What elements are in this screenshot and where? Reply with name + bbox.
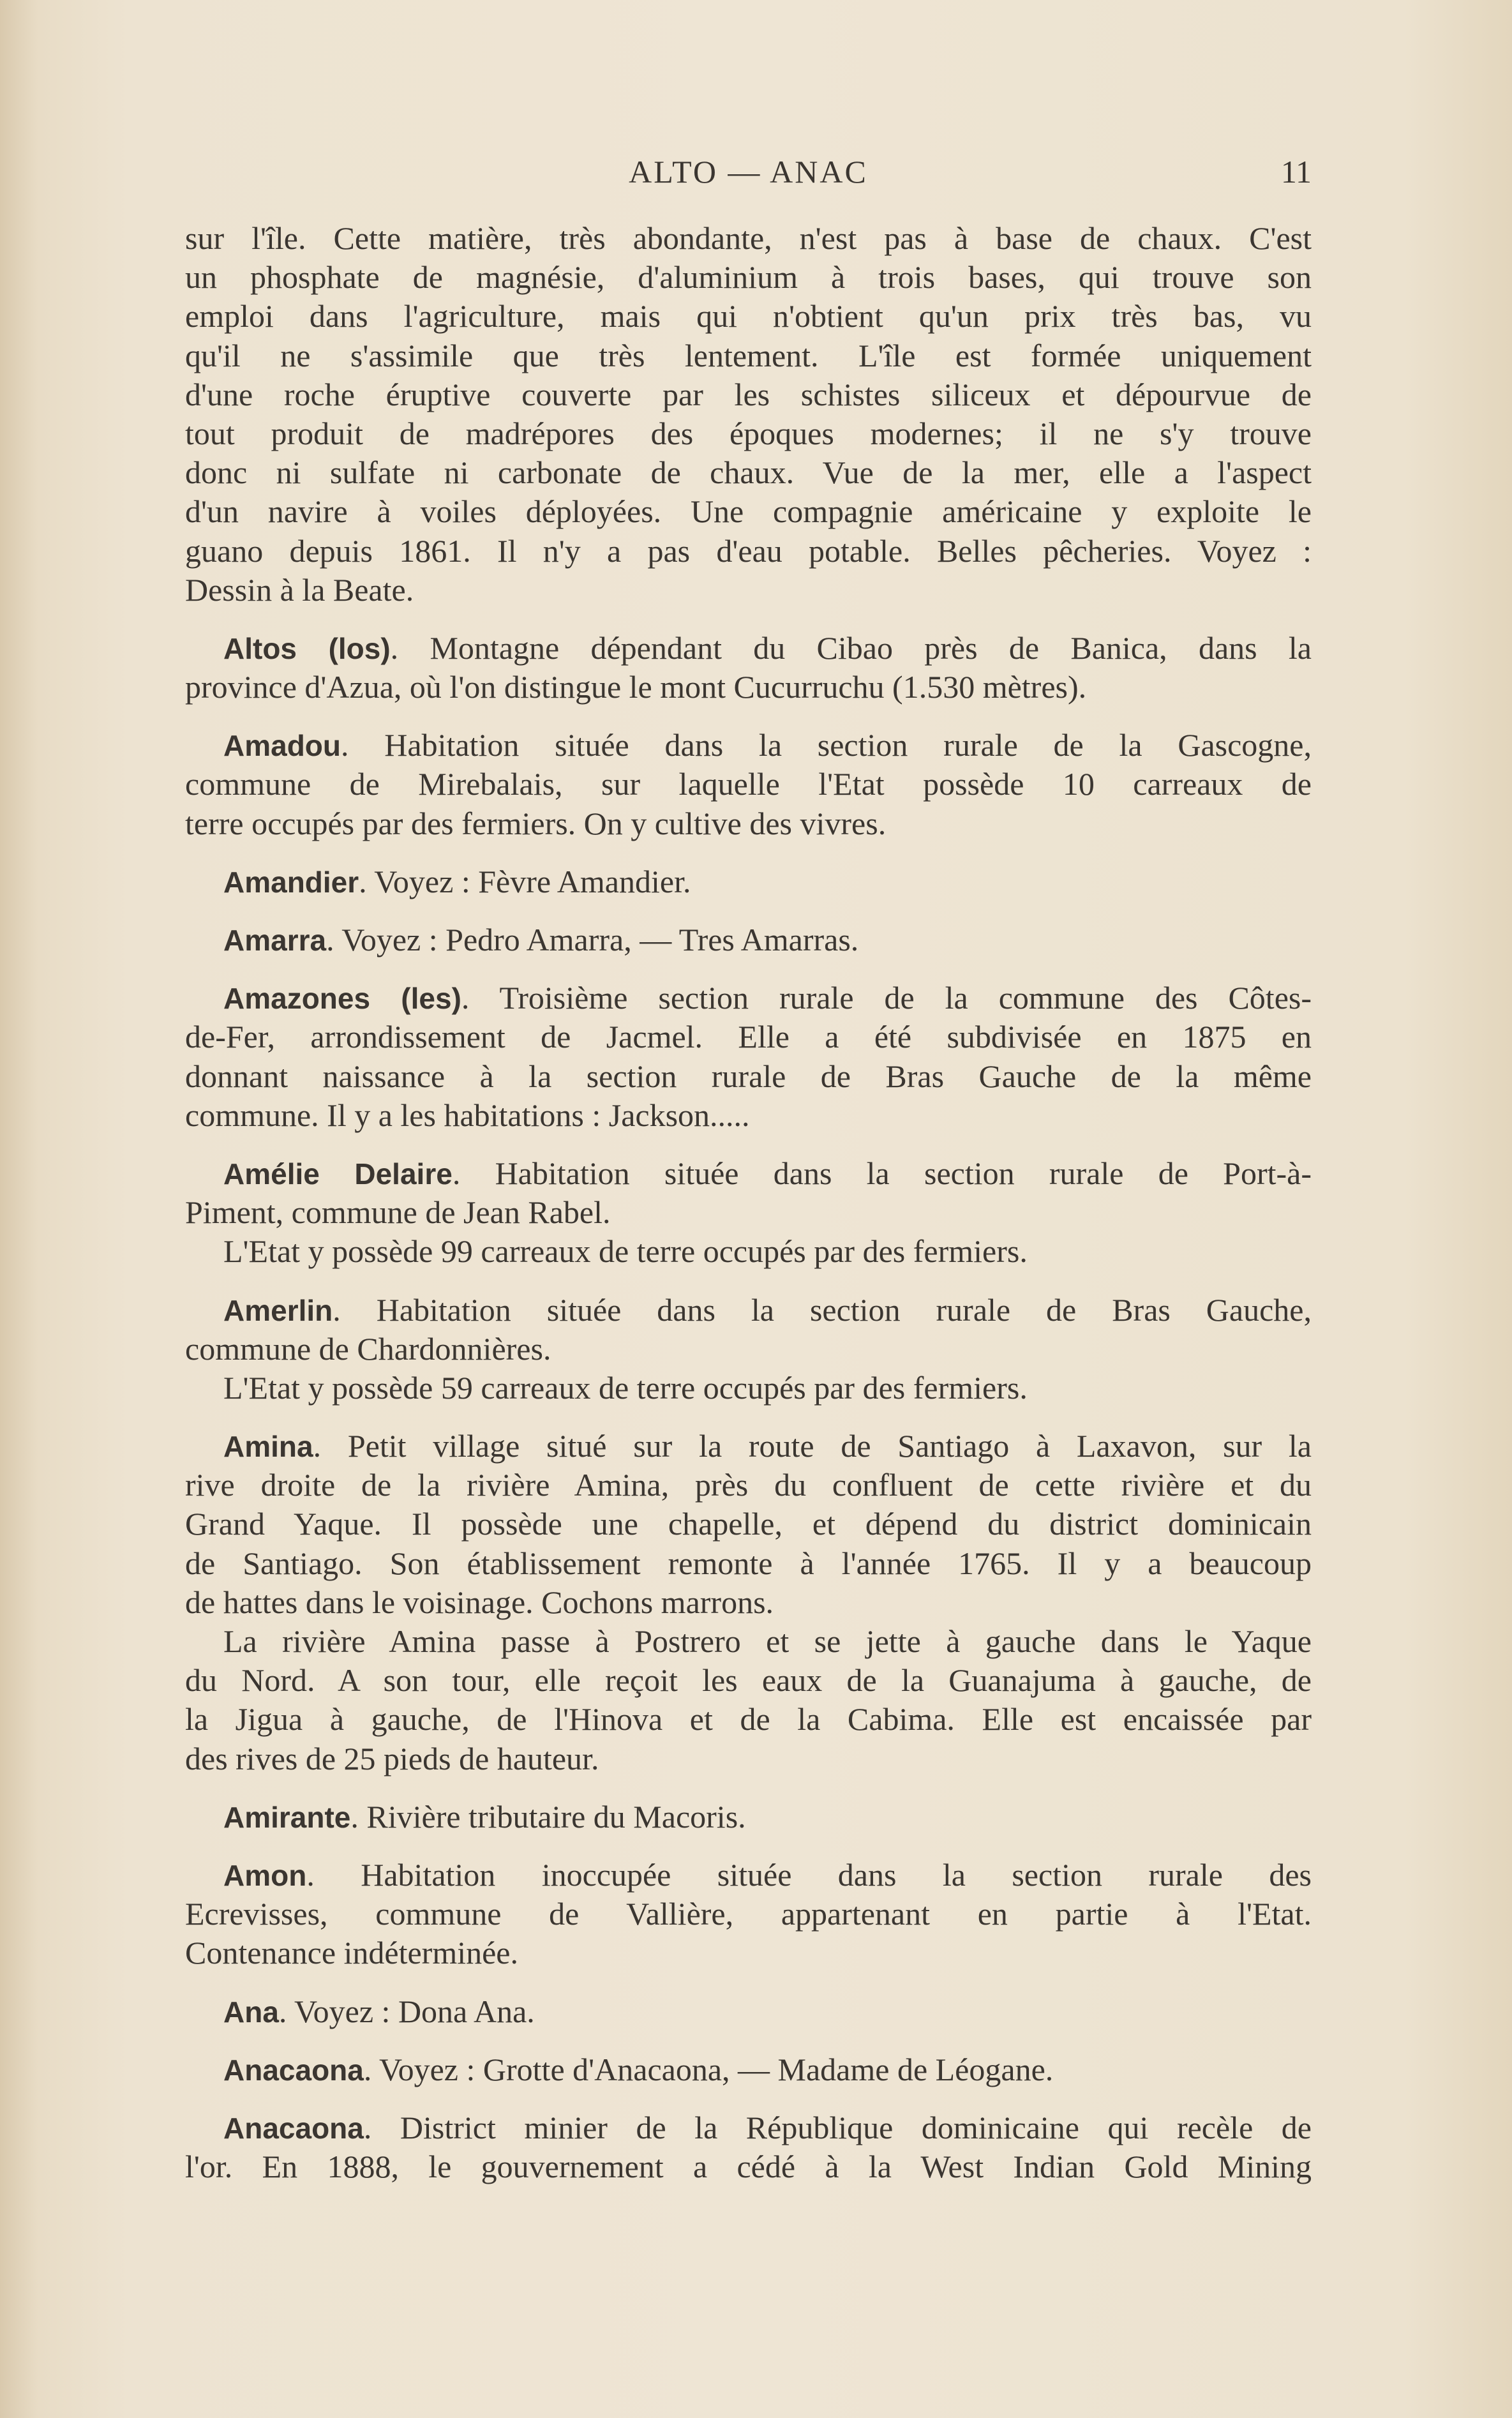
- text-line: province d'Azua, où l'on distingue le mont Cucurruchu (1.530 mètres).: [185, 669, 1087, 705]
- text-line: qu'il ne s'assimile que très lentement. L'île est formée uniquement: [185, 337, 1312, 373]
- text-line: Piment, commune de Jean Rabel.: [185, 1194, 611, 1231]
- text-line: tout produit de madrépores des époques modernes; il ne s'y trouve: [185, 415, 1312, 451]
- entry-first-line: [185, 1798, 1312, 1836]
- text-line: l'or. En 1888, le gouvernement a cédé à la West Indian Gold Mining: [185, 2149, 1312, 2185]
- text-line: terre occupés par des fermiers. On y cultive des vivres.: [185, 805, 887, 841]
- dictionary-entry: [185, 726, 1312, 843]
- entry-first-line: [185, 1291, 1312, 1330]
- entry-headword: Amon: [223, 1858, 307, 1892]
- entry-first-line: [185, 862, 1312, 901]
- text-line: La rivière Amina passe à Postrero et se jette à gauche dans le Yaque: [223, 1623, 1312, 1659]
- entry-headword: Amélie Delaire: [223, 1157, 453, 1190]
- entry-text: . Troisième section rurale de la commune des Côtes-: [461, 980, 1312, 1016]
- entry-first-line: [185, 979, 1312, 1018]
- entry-first-line: [185, 1154, 1312, 1193]
- text-line: de hattes dans le voisinage. Cochons marrons.: [185, 1584, 774, 1620]
- entry-text: . Voyez : Fèvre Amandier.: [359, 863, 691, 899]
- entry-headword: Amazones (les): [223, 982, 461, 1016]
- entry-first-line: [185, 1992, 1312, 2031]
- entry-headword: Amarra: [223, 924, 327, 957]
- page-header: [185, 153, 1312, 198]
- entry-text: . Habitation située dans la section rurale de Port-à-: [452, 1155, 1312, 1191]
- text-line: des rives de 25 pieds de hauteur.: [185, 1740, 599, 1776]
- text-line: commune. Il y a les habitations : Jackson.....: [185, 1097, 750, 1133]
- dictionary-entry: [185, 979, 1312, 1135]
- dictionary-entry: [185, 1798, 1312, 1836]
- text-line: L'Etat y possède 99 carreaux de terre occupés par des fermiers.: [223, 1233, 1028, 1270]
- entry-text: . Habitation inoccupée située dans la section rurale des: [306, 1856, 1312, 1893]
- text-line: de-Fer, arrondissement de Jacmel. Elle a été subdivisée en 1875 en: [185, 1019, 1312, 1055]
- text-line: la Jigua à gauche, de l'Hinova et de la Cabima. Elle est encaissée par: [185, 1701, 1312, 1738]
- entry-first-line: [185, 629, 1312, 668]
- entry-headword: Anacaona: [223, 2053, 364, 2087]
- text-line: d'un navire à voiles déployées. Une compagnie américaine y exploite le: [185, 493, 1312, 530]
- entry-first-line: [185, 1856, 1312, 1895]
- dictionary-entry: [185, 1154, 1312, 1272]
- entry-text: . Voyez : Pedro Amarra, — Tres Amarras.: [326, 922, 859, 957]
- entry-headword: Amina: [223, 1430, 313, 1464]
- dictionary-entry: [185, 1427, 1312, 1778]
- dictionary-entry: [185, 1856, 1312, 1973]
- entry-first-line: [185, 920, 1312, 959]
- entry-first-line: [185, 1427, 1312, 1466]
- entry-first-line: [185, 2108, 1312, 2147]
- running-title: ALTO — ANAC: [629, 154, 868, 190]
- text-line: sur l'île. Cette matière, très abondante, n'est pas à base de chaux. C'est: [185, 220, 1312, 256]
- text-line: donnant naissance à la section rurale de Bras Gauche de la même: [185, 1058, 1312, 1094]
- text-line: donc ni sulfate ni carbonate de chaux. Vue de la mer, elle a l'aspect: [185, 454, 1312, 491]
- entry-headword: Anacaona: [223, 2111, 364, 2145]
- entry-headword: Amadou: [223, 729, 341, 763]
- entry-first-line: [185, 2050, 1312, 2089]
- text-line: Contenance indéterminée.: [185, 1935, 518, 1971]
- text-line: guano depuis 1861. Il n'y a pas d'eau potable. Belles pêcheries. Voyez :: [185, 532, 1312, 569]
- entry-text: . District minier de la République dominicaine qui recèle de: [363, 2109, 1312, 2145]
- text-line: rive droite de la rivière Amina, près du confluent de cette rivière et du: [185, 1467, 1312, 1503]
- entry-headword: Amerlin: [223, 1293, 333, 1327]
- dictionary-entry: [185, 920, 1312, 959]
- dictionary-entry: [185, 862, 1312, 901]
- text-line: de Santiago. Son établissement remonte à l'année 1765. Il y a beaucoup: [185, 1545, 1312, 1581]
- entry-headword: Altos (los): [223, 631, 391, 665]
- entry-text: . Habitation située dans la section rurale de la Gascogne,: [341, 727, 1312, 763]
- entry-headword: Amandier: [223, 865, 359, 899]
- text-line: un phosphate de magnésie, d'aluminium à trois bases, qui trouve son: [185, 259, 1312, 296]
- page-number: 11: [1280, 154, 1312, 190]
- entry-first-line: [185, 726, 1312, 765]
- dictionary-entry: [185, 2108, 1312, 2186]
- text-line: du Nord. A son tour, elle reçoit les eaux de la Guanajuma à gauche, de: [185, 1662, 1312, 1699]
- entry-text: . Habitation située dans la section rurale de Bras Gauche,: [333, 1291, 1312, 1328]
- dictionary-entry: [185, 1992, 1312, 2031]
- text-line: commune de Mirebalais, sur laquelle l'Etat possède 10 carreaux de: [185, 766, 1312, 802]
- text-line: Dessin à la Beate.: [185, 571, 414, 608]
- page-body: [185, 219, 1312, 2186]
- text-line: L'Etat y possède 59 carreaux de terre occupés par des fermiers.: [223, 1369, 1028, 1406]
- dictionary-entry: [185, 2050, 1312, 2089]
- intro-paragraph: [185, 219, 1312, 610]
- text-line: Ecrevisses, commune de Vallière, appartenant en partie à l'Etat.: [185, 1896, 1312, 1932]
- dictionary-entry: [185, 629, 1312, 707]
- entry-headword: Ana: [223, 1995, 279, 2029]
- dictionary-entry: [185, 1291, 1312, 1408]
- text-line: Grand Yaque. Il possède une chapelle, et dépend du district dominicain: [185, 1506, 1312, 1542]
- text-line: emploi dans l'agriculture, mais qui n'obtient qu'un prix très bas, vu: [185, 298, 1312, 334]
- entry-text: . Montagne dépendant du Cibao près de Banica, dans la: [390, 629, 1312, 666]
- entry-text: . Voyez : Dona Ana.: [278, 1993, 535, 2029]
- entry-text: . Petit village situé sur la route de Santiago à Laxavon, sur la: [313, 1428, 1312, 1464]
- text-line: commune de Chardonnières.: [185, 1330, 551, 1367]
- entry-text: . Rivière tributaire du Macoris.: [350, 1798, 746, 1835]
- entry-text: . Voyez : Grotte d'Anacaona, — Madame de Léogane.: [363, 2051, 1054, 2087]
- entry-headword: Amirante: [223, 1800, 351, 1834]
- text-line: d'une roche éruptive couverte par les schistes siliceux et dépourvue de: [185, 376, 1312, 412]
